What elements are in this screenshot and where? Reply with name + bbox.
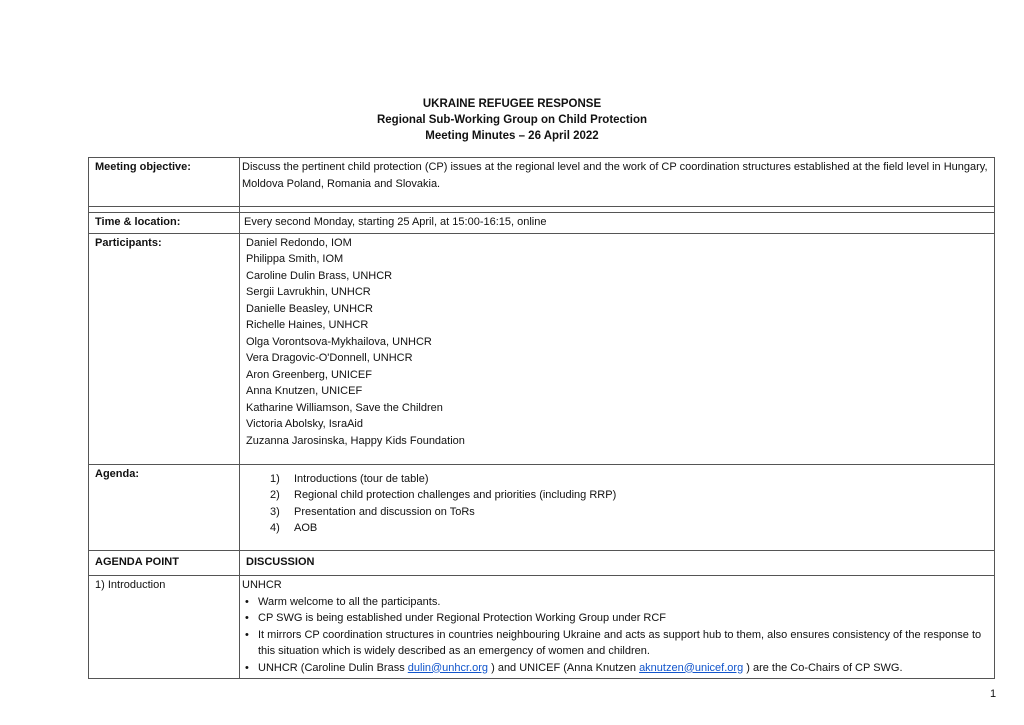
agenda-point-header: AGENDA POINT bbox=[89, 550, 240, 576]
point1-bullets bbox=[242, 594, 988, 677]
point1-org: UNHCR bbox=[242, 579, 282, 591]
participant: Aron Greenberg, UNICEF bbox=[246, 368, 372, 381]
page-number: 1 bbox=[990, 688, 997, 700]
header-subtitle: Regional Sub-Working Group on Child Protection bbox=[376, 114, 648, 126]
participant: Daniel Redondo, IOM bbox=[246, 236, 352, 249]
agenda-item: 3) Presentation and discussion on ToRs bbox=[270, 505, 475, 518]
agenda-label: Agenda: bbox=[89, 464, 240, 550]
participant: Victoria Abolsky, IsraAid bbox=[246, 418, 363, 430]
time-location-label: Time & location: bbox=[89, 213, 240, 234]
header-title: UKRAINE REFUGEE RESPONSE bbox=[422, 98, 602, 110]
participant: Danielle Beasley, UNHCR bbox=[246, 302, 373, 315]
objective-row bbox=[89, 158, 995, 207]
email-link-aknutzen[interactable]: aknutzen@unicef.org bbox=[639, 661, 744, 674]
header-date: Meeting Minutes – 26 April 2022 bbox=[425, 130, 599, 142]
participant: Zuzanna Jarosinska, Happy Kids Foundation bbox=[246, 434, 465, 447]
agenda-item: 4) AOB bbox=[270, 522, 318, 534]
agenda-item: 2) Regional child protection challenges and priorities (including RRP) bbox=[270, 489, 617, 501]
participant: Richelle Haines, UNHCR bbox=[246, 319, 369, 331]
time-location-text: Every second Monday, starting 25 April, at 15:00-16:15, online bbox=[240, 213, 995, 234]
participant: Katharine Williamson, Save the Children bbox=[246, 401, 443, 414]
agenda-cell bbox=[240, 464, 995, 550]
participants-cell bbox=[240, 233, 995, 464]
participant: Sergii Lavrukhin, UNHCR bbox=[246, 286, 371, 298]
point1-row bbox=[89, 576, 995, 679]
bullet-item: • CP SWG is being established under Regional Protection Working Group under RCF bbox=[242, 610, 988, 627]
objective-text: Discuss the pertinent child protection (CP) issues at the regional level and the work of CP coordination structures established at the field level in Hungary, Moldova Poland, Romania and Slovakia. bbox=[240, 158, 995, 207]
point1-label: 1) Introduction bbox=[89, 576, 240, 679]
table-head-row bbox=[89, 550, 995, 576]
bullet-item: • UNHCR (Caroline Dulin Brass dulin@unhcr.org ) and UNICEF (Anna Knutzen aknutzen@unicef.org ) are the Co-Chairs of CP SWG. bbox=[242, 660, 988, 677]
participants-label: Participants: bbox=[89, 233, 240, 464]
point1-discussion bbox=[240, 576, 995, 679]
participants-row bbox=[89, 233, 995, 464]
participant: Vera Dragovic-O'Donnell, UNHCR bbox=[246, 352, 413, 364]
minutes-table bbox=[88, 157, 995, 679]
bullet-item: • It mirrors CP coordination structures in countries neighbouring Ukraine and acts as support hub to them, also ensures consistency of the response to this situation which is widely described as an emergency of women and children. bbox=[242, 627, 988, 660]
participant: Olga Vorontsova-Mykhailova, UNHCR bbox=[246, 335, 432, 348]
agenda-list bbox=[270, 471, 988, 537]
bullet-item: • Warm welcome to all the participants. bbox=[242, 594, 988, 611]
discussion-header: DISCUSSION bbox=[240, 550, 995, 576]
objective-label: Meeting objective: bbox=[89, 158, 240, 207]
document-header bbox=[0, 96, 1024, 144]
time-location-row bbox=[89, 213, 995, 234]
participant: Anna Knutzen, UNICEF bbox=[246, 385, 363, 397]
participant: Philippa Smith, IOM bbox=[246, 253, 344, 265]
participant: Caroline Dulin Brass, UNHCR bbox=[246, 269, 393, 282]
agenda-item: 1) Introductions (tour de table) bbox=[270, 472, 429, 485]
email-link-dulin[interactable]: dulin@unhcr.org bbox=[407, 661, 489, 674]
participants-list bbox=[246, 235, 988, 450]
agenda-row bbox=[89, 464, 995, 550]
